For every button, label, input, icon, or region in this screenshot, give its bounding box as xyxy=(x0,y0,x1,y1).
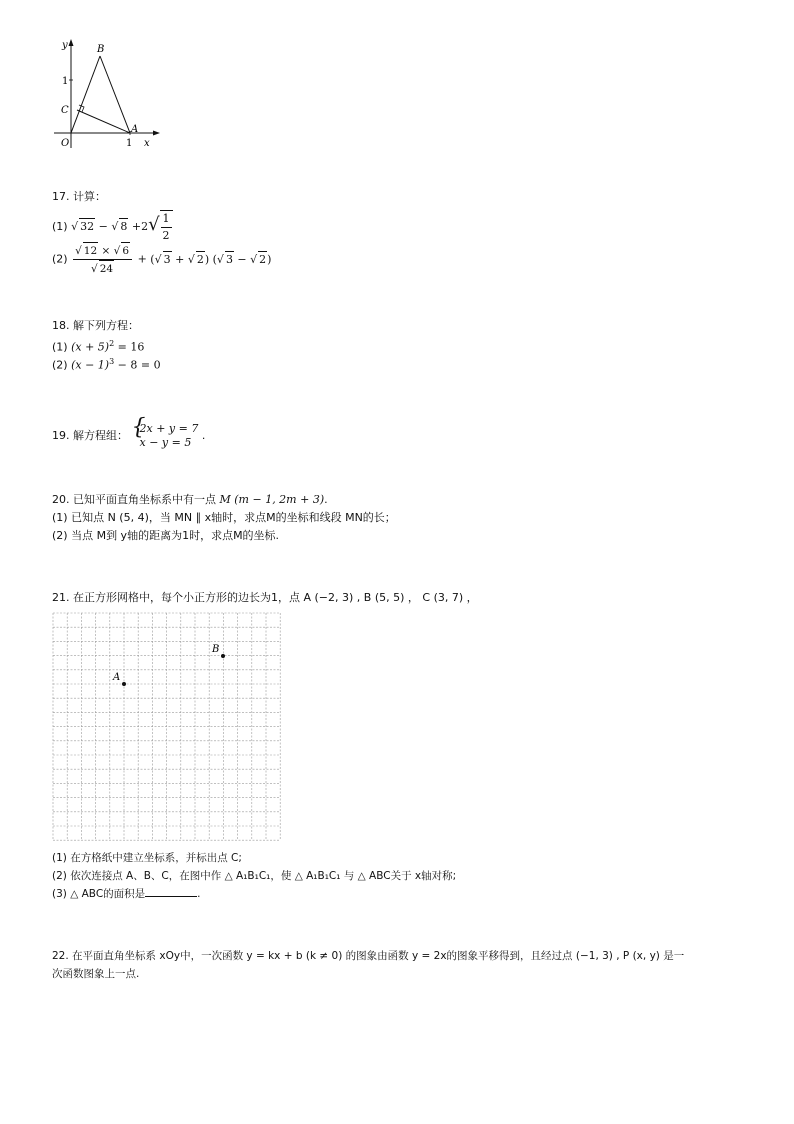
q18-title: 18. 解下列方程： xyxy=(52,319,139,332)
q22-line1: 22. 在平面直角坐标系 xOy中，一次函数 y = kx + b (k ≠ 0) 的图象由函数 y = 2x的图象平移得到，且经过点 (−1, 3) , P (x, y) 是一 xyxy=(52,950,685,962)
label-y: y xyxy=(62,40,68,51)
square-grid xyxy=(52,612,282,842)
segment-OB xyxy=(71,56,100,133)
grid-lines xyxy=(53,613,280,840)
q21-part3: (3) △ ABC的面积是 . xyxy=(52,888,201,900)
x-axis-arrow xyxy=(153,131,160,136)
q21-title: 21. 在正方形网格中，每个小正方形的边长为1，点 A (−2, 3) , B (5, 5) ， C (3, 7) ， xyxy=(52,591,478,604)
q20-title: 20. 已知平面直角坐标系中有一点 M (m − 1, 2m + 3). xyxy=(52,493,328,506)
q19: 19. 解方程组： { 2x + y = 7 x − y = 5 . xyxy=(52,415,206,449)
q18-part2: (2) $(x - 1)^3 - 8 = 0$ xyxy=(52,357,161,372)
label-C: C xyxy=(61,105,69,116)
equation-system: { 2x + y = 7 x − y = 5 xyxy=(131,415,199,449)
triangle-figure xyxy=(52,36,164,152)
q20-part2: (2) 当点 M到 y轴的距离为1时，求点M的坐标. xyxy=(52,529,280,542)
q17-title: 17. 计算： xyxy=(52,190,106,203)
label-one-x: 1 xyxy=(126,138,133,149)
q21-part2: (2) 依次连接点 A、B、C，在图中作 △ A₁B₁C₁，使 △ A₁B₁C₁ 与 △ ABC关于 x轴对称; xyxy=(52,870,457,882)
q17-part2: (2) $\frac{√ 12 \times √ 6}{√ 24}$ + (√ 3 + √ 2) (√ 3 − √ 2) xyxy=(52,242,271,277)
q22-line2: 次函数图象上一点. xyxy=(52,968,140,980)
q17-part1: (1) √ 32 − √ 8 +2√ $\frac{1}{2}$ xyxy=(52,210,175,244)
label-x: x xyxy=(144,138,150,149)
point-A xyxy=(122,682,126,686)
answer-blank[interactable] xyxy=(145,886,197,897)
label-B: B xyxy=(97,44,105,55)
label-O: O xyxy=(61,138,70,149)
label-A: A xyxy=(131,124,139,135)
q20-part1: (1) 已知点 N (5, 4)，当 MN ∥ x轴时，求点M的坐标和线段 MN的长； xyxy=(52,511,396,524)
grid-label-B: B xyxy=(212,644,220,655)
grid-label-A: A xyxy=(113,672,121,683)
q21-part1: (1) 在方格纸中建立坐标系，并标出点 C; xyxy=(52,852,242,864)
point-B xyxy=(221,654,225,658)
y-axis-arrow xyxy=(69,39,74,46)
label-one-y: 1 xyxy=(62,76,69,87)
q18-part1: (1) $(x + 5)^2 = 16$ xyxy=(52,339,145,354)
